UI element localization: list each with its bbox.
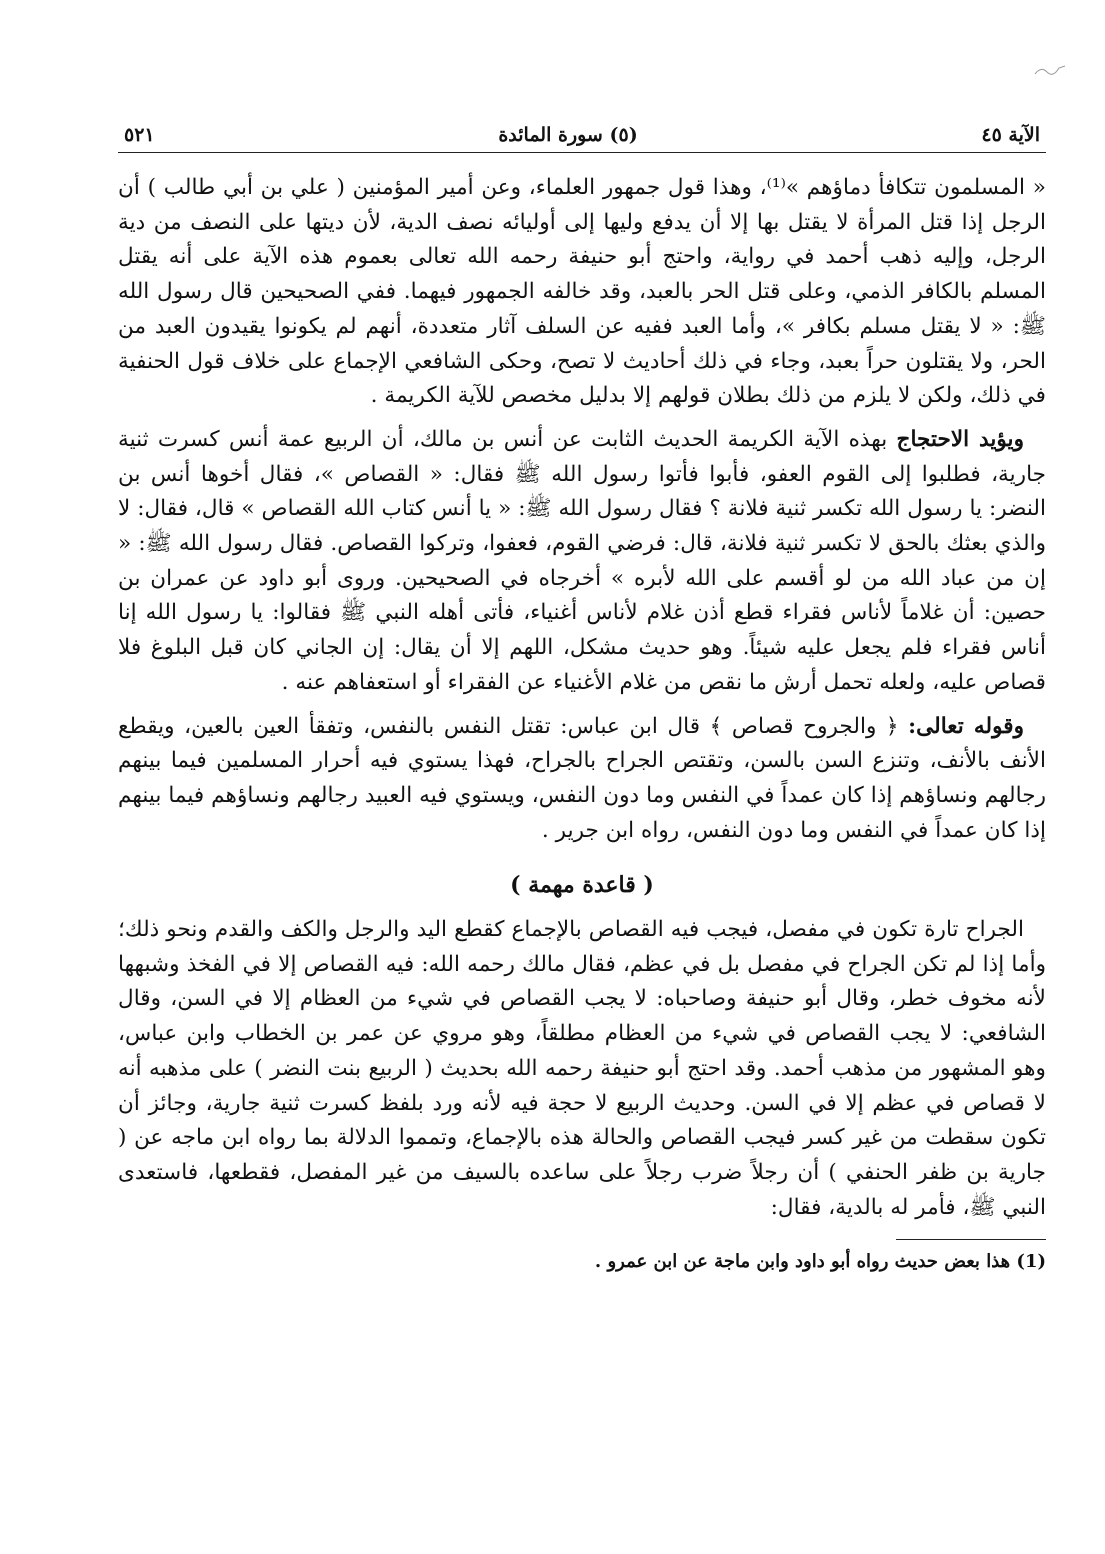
paragraph-1 xyxy=(118,171,1046,414)
header-surah-title: (٥) سورة المائدة xyxy=(498,124,638,146)
paragraph-3-lead: وقوله تعالى: xyxy=(908,713,1024,739)
paragraph-2-lead: ويؤيد الاحتجاج xyxy=(896,426,1024,452)
footnote-divider xyxy=(896,1239,1046,1240)
section-paragraph xyxy=(118,913,1046,1225)
paragraph-3 xyxy=(118,710,1046,849)
footnote: (1) هذا بعض حديث رواه أبو داود وابن ماجة عن ابن عمرو . xyxy=(594,1251,1046,1273)
paragraph-3-text: ﴿ والجروح قصاص ﴾ قال ابن عباس: تقتل النفس بالنفس، وتفقأ العين بالعين، ويقطع الأنف بالأنف، وتنزع السن بالسن، وتقتص الجراح بالجراح، فهذا يستوي فيه أحرار المسلمين فيما بينهم رجالهم ونساؤهم إذا كان عمداً في النفس وما دون النفس، ويستوي فيه العبيد رجالهم ونساؤهم فيما بينهم إذا كان عمداً في النفس وما دون النفس، رواه ابن جرير . xyxy=(118,713,1046,843)
header-verse-label: الآية ٤٥ xyxy=(981,124,1040,146)
header-page-number: ٥٢١ xyxy=(124,124,155,146)
running-header xyxy=(118,118,1046,153)
paragraph-2-text: بهذه الآية الكريمة الحديث الثابت عن أنس بن مالك، أن الربيع عمة أنس كسرت ثنية جارية، فطلبوا إلى القوم العفو، فأبوا فأتوا رسول الله ﷺ فقال: « القصاص »، فقال أخوها أنس بن النضر: يا رسول الله تكسر ثنية فلانة ؟ فقال رسول الله ﷺ: « يا أنس كتاب الله القصاص » قال، فقال: لا والذي بعثك بالحق لا تكسر ثنية فلانة، قال: فرضي القوم، فعفوا، وتركوا القصاص. فقال رسول الله ﷺ: « إن من عباد الله من لو أقسم على الله لأبره » أخرجاه في الصحيحين. وروى أبو داود عن عمران بن حصين: أن غلاماً لأناس فقراء قطع أذن غلام لأناس أغنياء، فأتى أهله النبي ﷺ فقالوا: يا رسول الله إنا أناس فقراء فلم يجعل عليه شيئاً. وهو حديث مشكل، اللهم إلا أن يقال: إن الجاني كان قبل البلوغ فلا قصاص عليه، ولعله تحمل أرش ما نقص من غلام الأغنياء عن الفقراء أو استعفاهم عنه . xyxy=(118,426,1046,695)
section-heading: ( قاعدة مهمة ) xyxy=(510,872,654,899)
corner-pencil-mark xyxy=(1033,60,1067,80)
paragraph-1-text: « المسلمون تتكافأ دماؤهم »⁽¹⁾، وهذا قول جمهور العلماء، وعن أمير المؤمنين ( علي بن أبي طالب ) أن الرجل إذا قتل المرأة لا يقتل بها إلا أن يدفع وليها إلى أوليائه نصف الدية، لأن ديتها على النصف من دية الرجل، وإليه ذهب أحمد في رواية، واحتج أبو حنيفة رحمه الله تعالى بعموم هذه الآية على أنه يقتل المسلم بالكافر الذمي، وعلى قتل الحر بالعبد، وقد خالفه الجمهور فيهما. ففي الصحيحين قال رسول الله ﷺ: « لا يقتل مسلم بكافر »، وأما العبد ففيه عن السلف آثار متعددة، أنهم لم يكونوا يقيدون العبد من الحر، ولا يقتلون حراً بعبد، وجاء في ذلك أحاديث لا تصح، وحكى الشافعي الإجماع على خلاف قول الحنفية في ذلك، ولكن لا يلزم من ذلك بطلان قولهم إلا بدليل مخصص للآية الكريمة . xyxy=(118,175,1046,409)
section-paragraph-text: الجراح تارة تكون في مفصل، فيجب فيه القصاص بالإجماع كقطع اليد والرجل والكف والقدم ونحو ذلك؛ وأما إذا لم تكن الجراح في مفصل بل في عظم، فقال مالك رحمه الله: فيه القصاص إلا في الفخذ وشبهها لأنه مخوف خطر، وقال أبو حنيفة وصاحباه: لا يجب القصاص في شيء من العظام إلا في السن، وقال الشافعي: لا يجب القصاص في شيء من العظام مطلقاً، وهو مروي عن عمر بن الخطاب وابن عباس، وهو المشهور من مذهب أحمد. وقد احتج أبو حنيفة رحمه الله بحديث ( الربيع بنت النضر ) على مذهبه أنه لا قصاص في عظم إلا في السن. وحديث الربيع لا حجة فيه لأنه ورد بلفظ كسرت ثنية جارية، وجائز أن تكون سقطت من غير كسر فيجب القصاص والحالة هذه بالإجماع، وتمموا الدلالة بما رواه ابن ماجه عن ( جارية بن ظفر الحنفي ) أن رجلاً ضرب رجلاً على ساعده بالسيف من غير المفصل، فقطعها، فاستعدى النبي ﷺ، فأمر له بالدية، فقال: xyxy=(118,917,1046,1220)
paragraph-2 xyxy=(118,423,1046,701)
book-page xyxy=(118,118,1046,1276)
main-text xyxy=(118,171,1046,1225)
